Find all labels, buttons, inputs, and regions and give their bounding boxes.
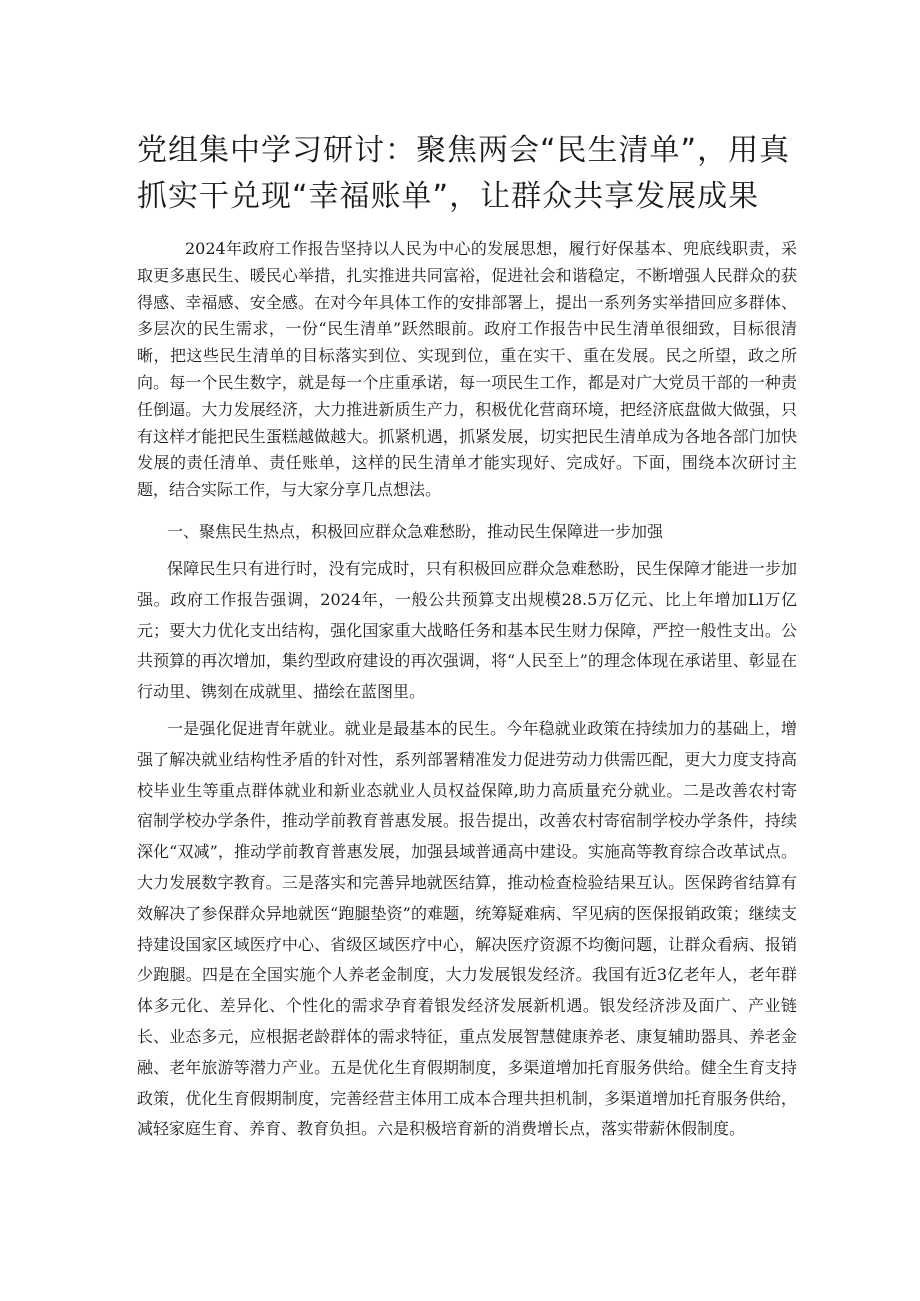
section-heading: 一、聚焦民生热点，积极回应群众急难愁盼，推动民生保障进一步加强	[167, 522, 664, 541]
body-paragraph: 一是强化促进青年就业。就业是最基本的民生。今年稳就业政策在持续加力的基础上，增强了解决就业结构性矛盾的针对性，系列部署精准发力促进劳动力供需匹配，更大力度支持高校毕业生等重点群体就业和新业态就业人员权益保障,助力高质量充分就业。二是改善农村寄宿制学校办学条件，推动学前教育普惠发展。报告提出，改善农村寄宿制学校办学条件，持续深化“双减”，推动学前教育普惠发展，加强县域普通高中建设。实施高等教育综合改革试点。大力发展数字教育。三是落实和完善异地就医结算，推动检查检验结果互认。医保跨省结算有效解决了参保群众异地就医“跑腿垫资”的难题，统筹疑难病、罕见病的医保报销政策；继续支持建设国家区域医疗中心、省级区域医疗中心，解决医疗资源不均衡问题，让群众看病、报销少跑腿。四是在全国实施个人养老金制度，大力发展银发经济。我国有近3亿老年人，老年群体多元化、差异化、个性化的需求孕育着银发经济发展新机遇。银发经济涉及面广、产业链长、业态多元，应根据老龄群体的需求特征，重点发展智慧健康养老、康复辅助器具、养老金融、老年旅游等潜力产业。五是优化生育假期制度，多渠道增加托育服务供给。健全生育支持政策，优化生育假期制度，完善经营主体用工成本合理共担机制，多渠道增加托育服务供给，减轻家庭生育、养育、教育负担。六是积极培育新的消费增长点，落实带薪休假制度。	[137, 719, 797, 1139]
body-paragraph: 保障民生只有进行时，没有完成时，只有积极回应群众急难愁盼，民生保障才能进一步加强。政府工作报告强调，2024年，一般公共预算支出规模28.5万亿元、比上年增加Ll万亿元；要大力优化支出结构，强化国家重大战略任务和基本民生财力保障，严控一般性支出。公共预算的再次增加，集约型政府建设的再次强调，将“人民至上”的理念体现在承诺里、彰显在行动里、镌刻在成就里、描绘在蓝图里。	[137, 559, 797, 702]
document-title: 党组集中学习研讨：聚焦两会“民生清单”，用真抓实干兑现“幸福账单”，让群众共享发展成果	[137, 133, 791, 214]
intro-paragraph: 2024年政府工作报告坚持以人民为中心的发展思想，履行好保基本、兜底线职责，采取更多惠民生、暖民心举措，扎实推进共同富裕，促进社会和谐稳定，不断增强人民群众的获得感、幸福感、安全感。在对今年具体工作的安排部署上，提出一系列务实举措回应多群体、多层次的民生需求，一份“民生清单”跃然眼前。政府工作报告中民生清单很细致，目标很清晰，把这些民生清单的目标落实到位、实现到位，重在实干、重在发展。民之所望，政之所向。每一个民生数字，就是每一个庄重承诺，每一项民生工作，都是对广大党员干部的一种责任倒逼。大力发展经济，大力推进新质生产力，积极优化营商环境，把经济底盘做大做强，只有这样才能把民生蛋糕越做越大。抓紧机遇，抓紧发展，切实把民生清单成为各地各部门加快发展的责任清单、责任账单，这样的民生清单才能实现好、完成好。下面，围绕本次研讨主题，结合实际工作，与大家分享几点想法。	[137, 239, 797, 500]
